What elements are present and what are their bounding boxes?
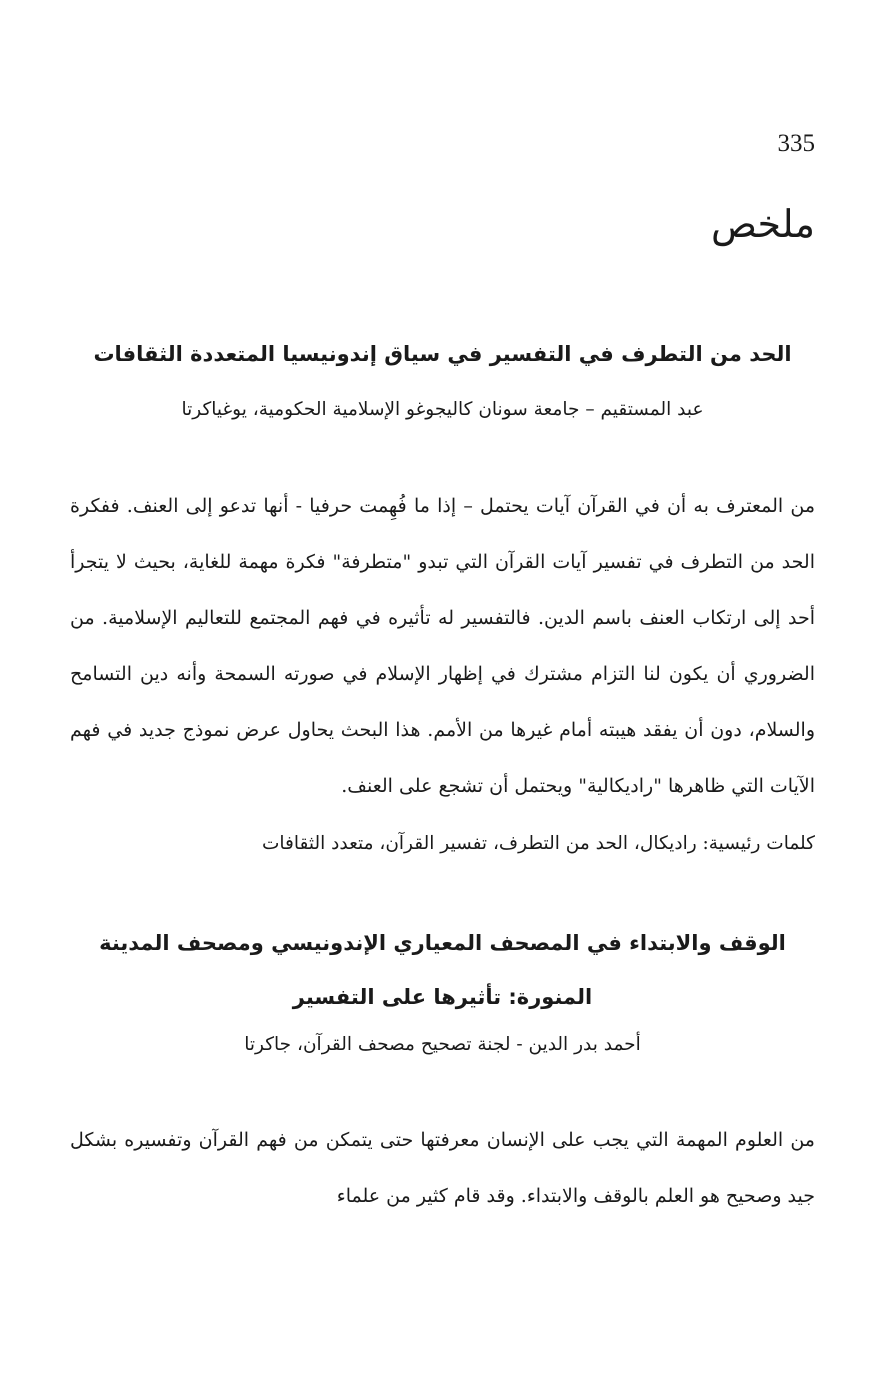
page-number: 335 [777, 130, 815, 157]
article-2-title: الوقف والابتداء في المصحف المعياري الإندونيسي ومصحف المدينة المنورة: تأثيرها على التفسير [99, 931, 786, 1009]
article-2-author: أحمد بدر الدين - لجنة تصحيح مصحف القرآن، جاكرتا [244, 1034, 641, 1055]
section-heading: ملخص [710, 202, 815, 246]
article-2-abstract: من العلوم المهمة التي يجب على الإنسان معرفتها حتى يتمكن من فهم القرآن وتفسيره بشكل جيد وصحيح هو العلم بالوقف والابتداء. وقد قام كثير من علماء [70, 1129, 815, 1207]
article-1-author: عبد المستقيم – جامعة سونان كاليجوغو الإسلامية الحكومية، يوغياكرتا [181, 399, 704, 420]
article-1-title: الحد من التطرف في التفسير في سياق إندونيسيا المتعددة الثقافات [93, 342, 792, 366]
article-1-keywords: كلمات رئيسية: راديكال، الحد من التطرف، تفسير القرآن، متعدد الثقافات [261, 833, 815, 854]
article-1-abstract: من المعترف به أن في القرآن آيات يحتمل – إذا ما فُهِمت حرفيا - أنها تدعو إلى العنف. ففكرة الحد من التطرف في تفسير آيات القرآن التي تبدو "متطرفة" فكرة مهمة للغاية، بحيث لا يتجرأ أحد إلى ارتكاب العنف باسم الدين. فالتفسير له تأثيره في فهم المجتمع للتعاليم الإسلامية. من الضروري أن يكون لنا التزام مشترك في إظهار الإسلام في صورته السمحة وأنه دين التسامح والسلام، دون أن يفقد هيبته أمام غيرها من الأمم. هذا البحث يحاول عرض نموذج جديد في فهم الآيات التي ظاهرها "راديكالية" ويحتمل أن تشجع على العنف. [70, 495, 815, 797]
